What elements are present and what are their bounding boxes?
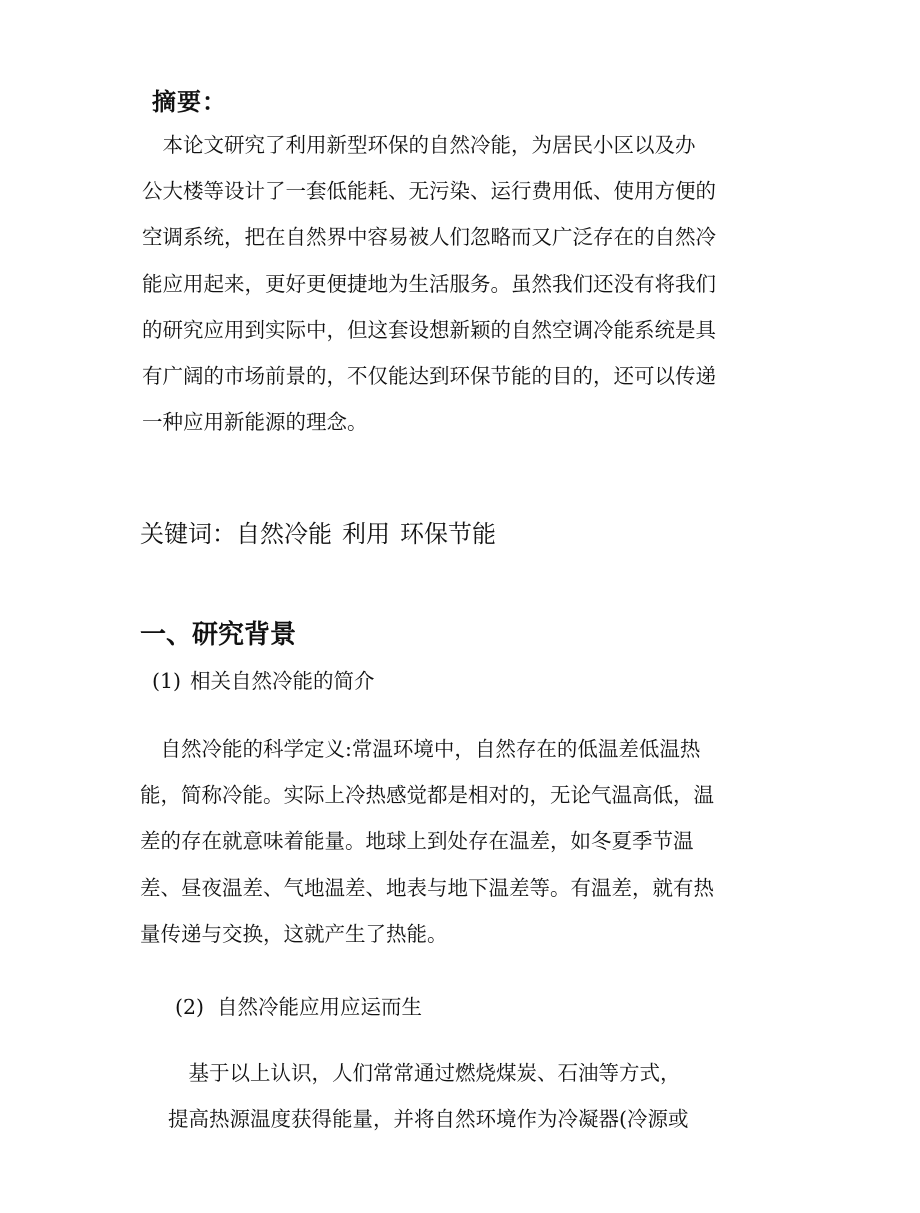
definition-line: 差的存在就意味着能量。地球上到处存在温差，如冬夏季节温 (140, 829, 694, 854)
subsection-number: (1) (152, 669, 182, 693)
keyword-item: 自然冷能 (236, 520, 332, 548)
definition-line: 差、昼夜温差、气地温差、地表与地下温差等。有温差，就有热 (140, 875, 714, 900)
based-line: 提高热源温度获得能量，并将自然环境作为冷凝器(冷源或 (168, 1107, 689, 1132)
based-line: 基于以上认识，人们常常通过燃烧煤炭、石油等方式， (168, 1061, 681, 1085)
subsection-title: 自然冷能应用应运而生 (217, 995, 422, 1019)
based-paragraph (168, 1050, 768, 1142)
keyword-item: 环保节能 (400, 520, 496, 548)
subsection-heading-1 (152, 664, 375, 694)
section-title: 一、研究背景 (140, 620, 297, 650)
definition-line: 能，简称冷能。实际上冷热感觉都是相对的，无论气温高低，温 (140, 783, 714, 808)
abstract-line: 的研究应用到实际中，但这套设想新颖的自然空调冷能系统是具 (142, 317, 716, 342)
keyword-item: 利用 (342, 520, 390, 548)
abstract-heading: 摘要： (152, 88, 227, 116)
abstract-line: 空调系统，把在自然界中容易被人们忽略而又广泛存在的自然冷 (142, 225, 716, 250)
abstract-line: 有广阔的市场前景的，不仅能达到环保节能的目的，还可以传递 (142, 364, 716, 389)
abstract-line: 公大楼等设计了一套低能耗、无污染、运行费用低、使用方便的 (142, 179, 716, 204)
abstract-line: 能应用起来，更好更便捷地为生活服务。虽然我们还没有将我们 (142, 271, 716, 296)
abstract-line: 一种应用新能源的理念。 (142, 410, 368, 435)
definition-line: 自然冷能的科学定义:常温环境中，自然存在的低温差低温热 (140, 737, 701, 761)
abstract-line: 本论文研究了利用新型环保的自然冷能，为居民小区以及办 (142, 133, 696, 157)
keywords-line (140, 514, 496, 549)
subsection-heading-2 (175, 990, 422, 1020)
subsection-title: 相关自然冷能的简介 (190, 669, 375, 693)
keywords-label: 关键词： (140, 520, 236, 548)
definition-paragraph (140, 726, 750, 957)
abstract-paragraph (142, 122, 752, 445)
subsection-number: (2) (175, 995, 205, 1019)
definition-line: 量传递与交换，这就产生了热能。 (140, 921, 448, 946)
